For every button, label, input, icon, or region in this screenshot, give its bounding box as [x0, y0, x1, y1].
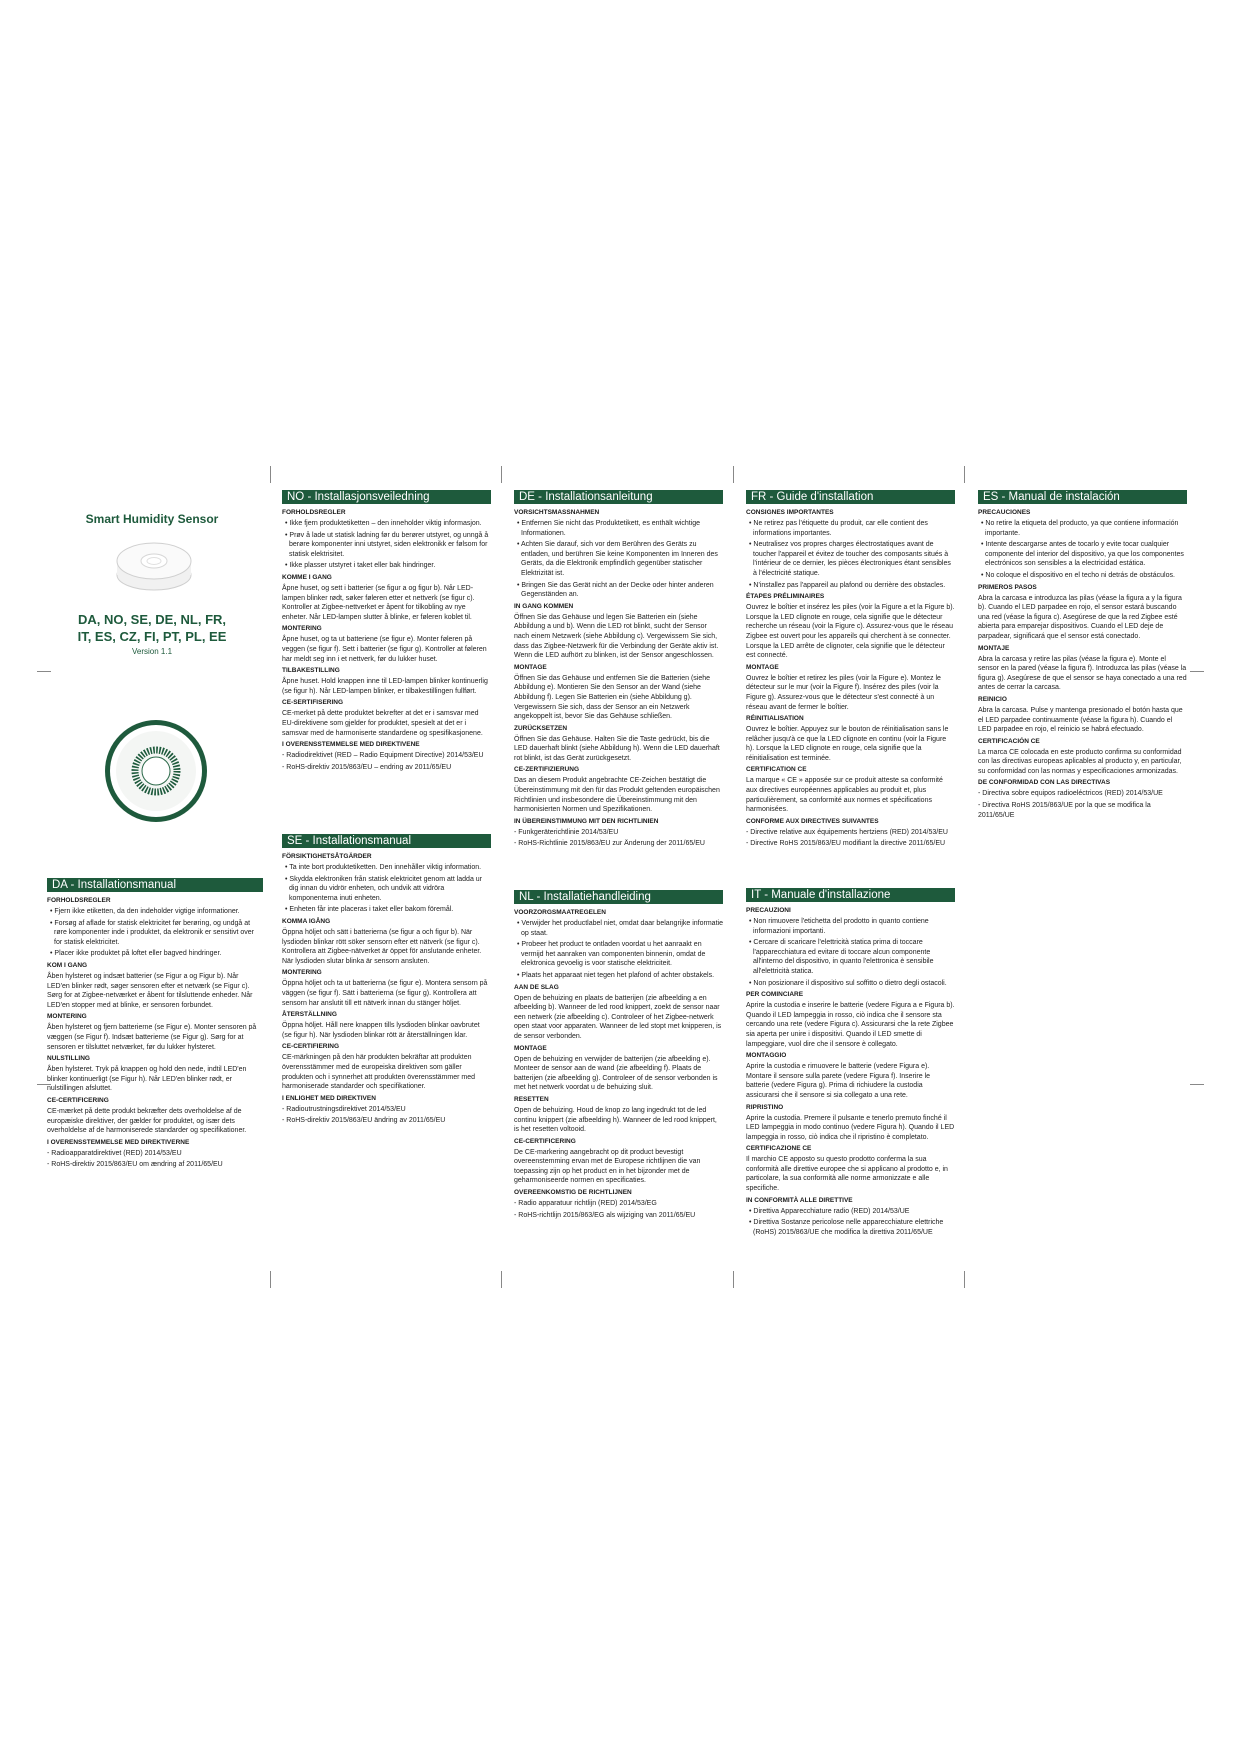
paragraph: Open de behuizing en verwijder de batterijen (zie afbeelding e). Monteer de sensor aan de wand (zie afbeelding f). Plaats de batterijen (zie afbeelding g). Controleer of de sensor verbonden is met het netwerk voordat u de behuizing sluit. — [514, 1055, 718, 1092]
paragraph: Åben hylsteret og indsæt batterier (se Figur a og Figur b). Når LED'en blinker rødt, søger sensoren efter et netværk (se Figur c). Sørg for at Zigbee-netværket er åbent for tilsluttende enheder. Når LED'en stopper med at blinke, er sensoren forbundet. — [47, 972, 253, 1009]
bullet-item: • Bringen Sie das Gerät nicht an der Decke oder hinter anderen Gegenständen an. — [514, 581, 723, 600]
subheading: MONTAGE — [514, 663, 547, 671]
fold-mark — [501, 466, 502, 483]
paragraph: Åben hylsteret og fjern batterierne (se Figur e). Monter sensoren på væggen (se Figur f). Indsæt batterierne (se Figur g). Sørg for at sensoren er tilsluttet netværket, før du lukker hylsteret. — [47, 1024, 257, 1051]
paragraph: CE-merket på dette produktet bekrefter at det er i samsvar med EU-direktivene som gjelder for produktet, spesielt at det er i samsvar med de harmoniserte standardene og spesifikasjonene. — [282, 710, 483, 737]
bullet-item: • N'installez pas l'appareil au plafond ou derrière des obstacles. — [746, 581, 955, 591]
paragraph: Aprire la custodia e rimuovere le batterie (vedere Figura e). Montare il sensore sulla parete (vedere Figura f). Inserire le batterie (vedere Figura g). Prima di richiudere la custodia assicurarsi che il sensore si sia collegato a una rete. — [746, 1063, 931, 1099]
subheading: MONTAGE — [514, 1044, 547, 1052]
section-se — [282, 834, 491, 1128]
subheading: MONTERING — [47, 1013, 87, 1021]
subheading: CE-SERTIFISERING — [282, 699, 344, 707]
subheading: PER COMINCIARE — [746, 991, 804, 999]
bullet-item: • Direttiva Apparecchiature radio (RED) 2014/53/UE — [746, 1207, 955, 1217]
subheading: IN GANG KOMMEN — [514, 602, 574, 610]
paragraph: Öffnen Sie das Gehäuse. Halten Sie die Taste gedrückt, bis die LED dauerhaft blinkt (siehe Abbildung h). Wenn die LED dauerhaft rot blinkt, ist das Gerät zurückgesetzt. — [514, 735, 720, 762]
paragraph: La marque « CE » apposée sur ce produit atteste sa conformité aux directives européennes applicables au produit et, plus particulièrement, sa conformité aux normes et spécifications harmonisées. — [746, 777, 943, 814]
fold-mark — [964, 466, 965, 483]
paragraph: - Directiva RoHS 2015/863/UE por la que se modifica la 2011/65/UE — [978, 802, 1151, 819]
bullet-item: • Non rimuovere l'etichetta del prodotto in quanto contiene informazioni importanti. — [746, 917, 955, 936]
subheading: OVEREENKOMSTIG DE RICHTLIJNEN — [514, 1189, 632, 1197]
paragraph: - Directive RoHS 2015/863/EU modifiant la directive 2011/65/EU — [746, 840, 946, 848]
subheading: I OVERENSSTEMMELSE MED DIREKTIVENE — [282, 741, 420, 749]
subheading: MONTERING — [282, 969, 322, 977]
subheading: I ENLIGHET MED DIREKTIVEN — [282, 1094, 376, 1102]
subheading: IN CONFORMITÀ ALLE DIRETTIVE — [746, 1196, 853, 1204]
subheading: REINICIO — [978, 695, 1007, 703]
section-title: SE - Installationsmanual — [282, 834, 491, 848]
fold-mark — [1190, 1084, 1204, 1085]
paragraph: Aprire la custodia. Premere il pulsante e tenerlo premuto finché il LED lampeggia in modo continuo (vedere Figura h). Quando il LED lampeggia in rosso, ciò indica che il ripristino è completato. — [746, 1114, 955, 1141]
subheading: MONTAGGIO — [746, 1052, 787, 1060]
section-nl — [514, 890, 723, 1222]
subheading: RESETTEN — [514, 1095, 549, 1103]
product-illustration-front — [101, 716, 211, 826]
subheading: ÅTERSTÄLLNING — [282, 1011, 337, 1019]
subheading: CE-CERTIFICERING — [47, 1096, 109, 1104]
paragraph: - RoHS-Richtlinie 2015/863/EU zur Änderung der 2011/65/EU — [514, 840, 705, 848]
paragraph: CE-märkningen på den här produkten bekräftar att produkten överensstämmer med de europeiska direktiven som gäller produkten och i synnerhet att produkten överensstämmer med harmoniserade standarder och specifikationer. — [282, 1054, 475, 1091]
fold-mark — [270, 466, 271, 483]
paragraph: Abra la carcasa. Pulse y mantenga presionado el botón hasta que el LED parpadee continuamente (véase la figura h). Cuando el LED parpadee en rojo, el reinicio se habrá efectuado. — [978, 706, 1183, 734]
bullet-item: • Ikke plasser utstyret i taket eller bak hindringer. — [282, 561, 491, 571]
fold-mark — [37, 671, 51, 672]
bullet-item: • Verwijder het productlabel niet, omdat daar belangrijke informatie op staat. — [514, 919, 723, 938]
paragraph: Abra la carcasa y retire las pilas (véase la figura e). Monte el sensor en la pared (véase la figura f). Introduzca las pilas (véase la figura g). Asegúrese de que el sensor se haya conectado a una red antes de cerrar la carcasa. — [978, 655, 1187, 692]
bullet-item: • Forsøg af aflade for statisk elektricitet før berøring, og undgå at røre komponenter inde i produktet, da elektronik er sensitivt over for statisk elektricitet. — [47, 919, 263, 948]
subheading: CE-ZERTIFIZIERUNG — [514, 766, 579, 774]
subheading: PRECAUZIONI — [746, 907, 791, 914]
subheading: CE-CERTIFICERING — [514, 1137, 576, 1145]
subheading: I OVERENSSTEMMELSE MED DIREKTIVERNE — [47, 1138, 190, 1146]
paragraph: Åpne huset, og sett i batterier (se figur a og figur b). Når LED-lampen blinker rødt, søker føleren etter et nettverk (se figur c). Kontroller at Zigbee-nettverket er åpent for tilkobling av nye enheter. Når LED-lampen slutter å blinke, er føleren koblet til. — [282, 584, 475, 621]
paragraph: - Funkgeräterichtlinie 2014/53/EU — [514, 828, 619, 836]
subheading: PRECAUCIONES — [978, 509, 1031, 516]
subheading: TILBAKESTILLING — [282, 667, 340, 675]
subheading: CONFORME AUX DIRECTIVES SUIVANTES — [746, 817, 879, 825]
paragraph: Åpne huset, og ta ut batteriene (se figur e). Monter føleren på veggen (se figur f). Sett i batterier (se figur g). Kontroller at føleren har meldt seg inn i et nettverk, før du lukker huset. — [282, 636, 487, 663]
paragraph: Das an diesem Produkt angebrachte CE-Zeichen bestätigt die Übereinstimmung mit den für das Produkt geltenden europäischen Richtlinien und insbesondere die Übereinstimmung mit den harmonisierten Normen und Spezifikationen. — [514, 777, 720, 814]
paragraph: De CE-markering aangebracht op dit product bevestigt overeenstemming ervan met de Europese richtlijnen die van toepassing zijn op het product en in het bijzonder met de geharmoniseerde normen en specificaties. — [514, 1148, 701, 1185]
paragraph: - Radiodirektivet (RED – Radio Equipment Directive) 2014/53/EU — [282, 752, 484, 760]
bullet-item: • Cercare di scaricare l'elettricità statica prima di toccare l'apparecchiatura ed evitare di toccare alcun componente all'interno del dispositivo, in quanto l'elettronica è sensibile all'elettricità statica. — [746, 938, 955, 976]
paragraph: Abra la carcasa e introduzca las pilas (véase la figura a y la figura b). Cuando el LED parpadee en rojo, el sensor estará buscando una red (véase la figura c). Asegúrese de que la red Zigbee esté abierta para emparejar dispositivos. Cuando el LED deje de parpadear, significará que el sensor está conectado. — [978, 594, 1182, 640]
section-fr — [746, 490, 955, 851]
subheading: IN ÜBEREINSTIMMUNG MIT DEN RICHTLINIEN — [514, 817, 659, 825]
subheading: KOMMA IGÅNG — [282, 917, 331, 925]
bullet-item: • Neutralisez vos propres charges électrostatiques avant de toucher l'appareil et évitez de toucher des composants situés à l'intérieur de ce dernier, les pièces électroniques étant sensibles à l'électricité statique. — [746, 540, 955, 578]
bullet-item: • Skydda elektroniken från statisk elektricitet genom att ladda ur dig innan du vidrör enheten, och undvik att vidröra komponenterna inuti enheten. — [282, 875, 491, 904]
bullet-item: • Probeer het product te ontladen voordat u het aanraakt en vermijd het aanraken van componenten binnenin, omdat de elektronica gevoelig is voor statische elektriciteit. — [514, 940, 723, 969]
fold-mark — [1190, 671, 1204, 672]
paragraph: - RoHS-direktiv 2015/863/EU – endring av 2011/65/EU — [282, 763, 452, 771]
paragraph: Ouvrez le boîtier et insérez les piles (voir la Figure a et la Figure b). Lorsque la LED clignote en rouge, cela signifie que le détecteur recherche un réseau (voir la Figure c). Assurez-vous que le réseau Zigbee est ouvert pour les appareils qui cherchent à se connecter. Lorsque la LED arrête de clignoter, cela signifie que le détecteur est connecté. — [746, 604, 955, 660]
bullet-item: • Placer ikke produktet på loftet eller bagved hindringer. — [47, 949, 263, 959]
subheading: DE CONFORMIDAD CON LAS DIRECTIVAS — [978, 779, 1111, 787]
paragraph: Åpne huset. Hold knappen inne til LED-lampen blinker kontinuerlig (se figur h). Når LED-lampen blinker, er tilbakestillingen fullført. — [282, 678, 488, 695]
paragraph: CE-mærket på dette produkt bekræfter dets overholdelse af de europæiske direktiver, der gælder for produktet, og især dets overholdelse af de harmoniserede standarder og specifikationer. — [47, 1107, 247, 1135]
section-da — [47, 878, 263, 1172]
paragraph: Ouvrez le boîtier. Appuyez sur le bouton de réinitialisation sans le relâcher jusqu'à ce que la LED clignote en continu (voir la Figure h). Lorsque la LED clignote en rouge, cela signifie que la réinitialisation est terminée. — [746, 726, 949, 762]
subheading: ZURÜCKSETZEN — [514, 724, 568, 732]
section-title: IT - Manuale d'installazione — [746, 888, 955, 902]
paragraph: Il marchio CE apposto su questo prodotto conferma la sua conformità alle direttive europee che si applicano al prodotto e, in particolare, la sua conformità alle norme armonizzate e alle specifiche. — [746, 1156, 948, 1193]
subheading: MONTAGE — [746, 663, 779, 671]
product-name: Smart Humidity Sensor — [85, 512, 219, 526]
subheading: CE-CERTIFIERING — [282, 1043, 340, 1051]
bullet-item: • Prøv å lade ut statisk ladning før du berører utstyret, og unngå å berøre komponenter inni utstyret, siden elektronikk er følsom for statisk elektrisitet. — [282, 531, 491, 560]
section-no — [282, 490, 491, 774]
bullet-item: • Entfernen Sie nicht das Produktetikett, es enthält wichtige Informationen. — [514, 519, 723, 538]
subheading: RIPRISTINO — [746, 1103, 784, 1111]
subheading: KOM I GANG — [47, 961, 88, 969]
subheading: AAN DE SLAG — [514, 983, 559, 991]
section-title: DA - Installationsmanual — [47, 878, 263, 892]
languages-list — [72, 611, 232, 645]
section-title: DE - Installationsanleitung — [514, 490, 723, 504]
section-title: NO - Installasjonsveiledning — [282, 490, 491, 504]
bullet-item: • Plaats het apparaat niet tegen het plafond of achter obstakels. — [514, 971, 723, 981]
section-de — [514, 490, 723, 851]
fold-mark — [501, 1271, 502, 1288]
paragraph: - RoHS-direktiv 2015/863/EU ändring av 2011/65/EU — [282, 1117, 446, 1125]
bullet-item: • Ikke fjern produktetiketten – den inneholder viktig informasjon. — [282, 519, 491, 529]
subheading: FÖRSIKTIGHETSÅTGÄRDER — [282, 853, 372, 860]
paragraph: Åben hylsteret. Tryk på knappen og hold den nede, indtil LED'en blinker kontinuerligt (se Figur h). Når LED'en blinker rødt, er nulstillingen afsluttet. — [47, 1066, 247, 1093]
paragraph: Open de behuizing. Houd de knop zo lang ingedrukt tot de led continu knippert (zie afbeelding h). Wanneer de led rood knippert, is het resetten voltooid. — [514, 1106, 717, 1134]
section-title: NL - Installatiehandleiding — [514, 890, 723, 904]
subheading: FORHOLDSREGLER — [282, 509, 346, 516]
bullet-item: • Enheten får inte placeras i taket eller bakom föremål. — [282, 905, 491, 915]
fold-mark — [733, 466, 734, 483]
languages-line-2: IT, ES, CZ, FI, PT, PL, EE — [77, 629, 227, 644]
bullet-item: • Intente descargarse antes de tocarlo y evite tocar cualquier componente del interior del dispositivo, ya que los componentes electrónicos son sensibles a la electricidad estática. — [978, 540, 1187, 569]
subheading: KOMME I GANG — [282, 573, 332, 581]
bullet-item: • Fjern ikke etiketten, da den indeholder vigtige informationer. — [47, 907, 263, 917]
product-illustration-top — [113, 535, 195, 593]
subheading: FORHOLDSREGLER — [47, 897, 111, 904]
bullet-item: • Ne retirez pas l'étiquette du produit, car elle contient des informations importantes. — [746, 519, 955, 538]
bullet-item: • Direttiva Sostanze pericolose nelle apparecchiature elettriche (RoHS) 2015/863/UE che modifica la direttiva 2011/65/UE — [746, 1218, 955, 1237]
paragraph: La marca CE colocada en este producto confirma su conformidad con las directivas europeas aplicables al producto y, en particular, su conformidad con las normas y especificaciones armonizadas. — [978, 748, 1182, 775]
paragraph: Ouvrez le boîtier et retirez les piles (voir la Figure e). Montez le détecteur sur le mur (voir la Figure f). Insérez des piles (voir la Figure g). Assurez-vous que le détecteur s'est connecté à un réseau avant de fermer le boîtier. — [746, 674, 941, 711]
subheading: RÉINITIALISATION — [746, 715, 804, 723]
paragraph: - Directiva sobre equipos radioeléctricos (RED) 2014/53/UE — [978, 790, 1163, 798]
paragraph: Öppna höljet och sätt i batterierna (se figur a och figur b). När lysdioden blinkar rött söker sensorn efter ett nätverk (se figur c). Kontrollera att Zigbee-nätverket är öppet för anslutande enheter. När lysdioden slutar blinka är sensorn ansluten. — [282, 928, 482, 965]
bullet-item: • No retire la etiqueta del producto, ya que contiene información importante. — [978, 519, 1187, 538]
fold-mark — [733, 1271, 734, 1288]
bullet-item: • Non posizionare il dispositivo sul soffitto o dietro degli ostacoli. — [746, 979, 955, 989]
subheading: CERTIFICAZIONE CE — [746, 1145, 812, 1153]
subheading: ÉTAPES PRÉLIMINAIRES — [746, 593, 825, 601]
paragraph: Open de behuizing en plaats de batterijen (zie afbeelding a en afbeelding b). Wanneer de led rood knippert, zoekt de sensor naar een netwerk (zie afbeelding c). Controleer of het Zigbee-netwerk open staat voor apparaten. Wanneer de led stopt met knipperen, is de sensor verbonden. — [514, 994, 722, 1040]
section-title: ES - Manual de instalación — [978, 490, 1187, 504]
subheading: MONTAJE — [978, 644, 1010, 652]
version-label: Version 1.1 — [131, 647, 173, 656]
languages-line-1: DA, NO, SE, DE, NL, FR, — [77, 612, 227, 627]
bullet-item: • Ta inte bort produktetiketten. Den innehåller viktig information. — [282, 863, 491, 873]
subheading: CERTIFICATION CE — [746, 766, 807, 774]
fold-mark — [964, 1271, 965, 1288]
subheading: CONSIGNES IMPORTANTES — [746, 509, 834, 516]
paragraph: Öppna höljet och ta ut batterierna (se figur e). Montera sensorn på väggen (se figur f). Sätt i batterierna (se figur g). Kontrollera att sensorn har anslutit till ett nätverk innan du stänger höljet. — [282, 980, 488, 1007]
bullet-item: • Achten Sie darauf, sich vor dem Berühren des Geräts zu entladen, und berühren Sie keine Komponenten im Inneren des Geräts, da die Elektronik empfindlich gegenüber statischer Elektrizität ist. — [514, 540, 723, 578]
paragraph: - RoHS-richtlijn 2015/863/EG als wijziging van 2011/65/EU — [514, 1211, 696, 1219]
subheading: VORSICHTSMASSNAHMEN — [514, 509, 600, 516]
subheading: VOORZORGSMAATREGELEN — [514, 909, 606, 916]
paragraph: Aprire la custodia e inserire le batterie (vedere Figura a e Figura b). Quando il LED lampeggia in rosso, ciò indica che il sensore sta cercando una rete (vedere Figura c). Assicurarsi che la rete Zigbee sia aperta per unire i dispositivi. Quando il LED smette di lampeggiare, vuol dire che il sensore è collegato. — [746, 1002, 955, 1048]
paragraph: - Radio apparatuur richtlijn (RED) 2014/53/EG — [514, 1200, 657, 1208]
subheading: CERTIFICACIÓN CE — [978, 737, 1040, 745]
fold-mark — [270, 1271, 271, 1288]
section-title: FR - Guide d'installation — [746, 490, 955, 504]
paragraph: - Radioutrustningsdirektivet 2014/53/EU — [282, 1105, 406, 1113]
paragraph: Öppna höljet. Håll nere knappen tills lysdioden blinkar oavbrutet (se figur h). När lysdioden blinkar rött är återställningen klar. — [282, 1022, 480, 1039]
paragraph: - RoHS-direktiv 2015/863/EU om ændring af 2011/65/EU — [47, 1161, 223, 1169]
paragraph: - Directive relative aux équipements hertziens (RED) 2014/53/EU — [746, 828, 948, 836]
bullet-item: • No coloque el dispositivo en el techo ni detrás de obstáculos. — [978, 571, 1187, 581]
subheading: PRIMEROS PASOS — [978, 583, 1037, 591]
subheading: MONTERING — [282, 625, 322, 633]
paragraph: Öffnen Sie das Gehäuse und entfernen Sie die Batterien (siehe Abbildung e). Montieren Sie den Sensor an der Wand (siehe Abbildung f). Legen Sie Batterien ein (siehe Abbildung g). Vergewissern Sie sich, dass der Sensor an ein Netzwerk angekoppelt ist, bevor Sie das Gehäuse schließen. — [514, 674, 711, 721]
subheading: NULSTILLING — [47, 1055, 90, 1063]
paragraph: Öffnen Sie das Gehäuse und legen Sie Batterien ein (siehe Abbildung a und b). Wenn die LED rot blinkt, sucht der Sensor nach einem Netzwerk (siehe Abbildung c). Vergewissern Sie sich, dass das Zigbee-Netzwerk für die Verbindung der Geräte aktiv ist. Wenn die LED aufhört zu blinken, ist der Sensor angeschlossen. — [514, 613, 719, 660]
section-it — [746, 888, 955, 1239]
paragraph: - Radioapparatdirektivet (RED) 2014/53/EU — [47, 1149, 182, 1157]
section-es — [978, 490, 1187, 822]
